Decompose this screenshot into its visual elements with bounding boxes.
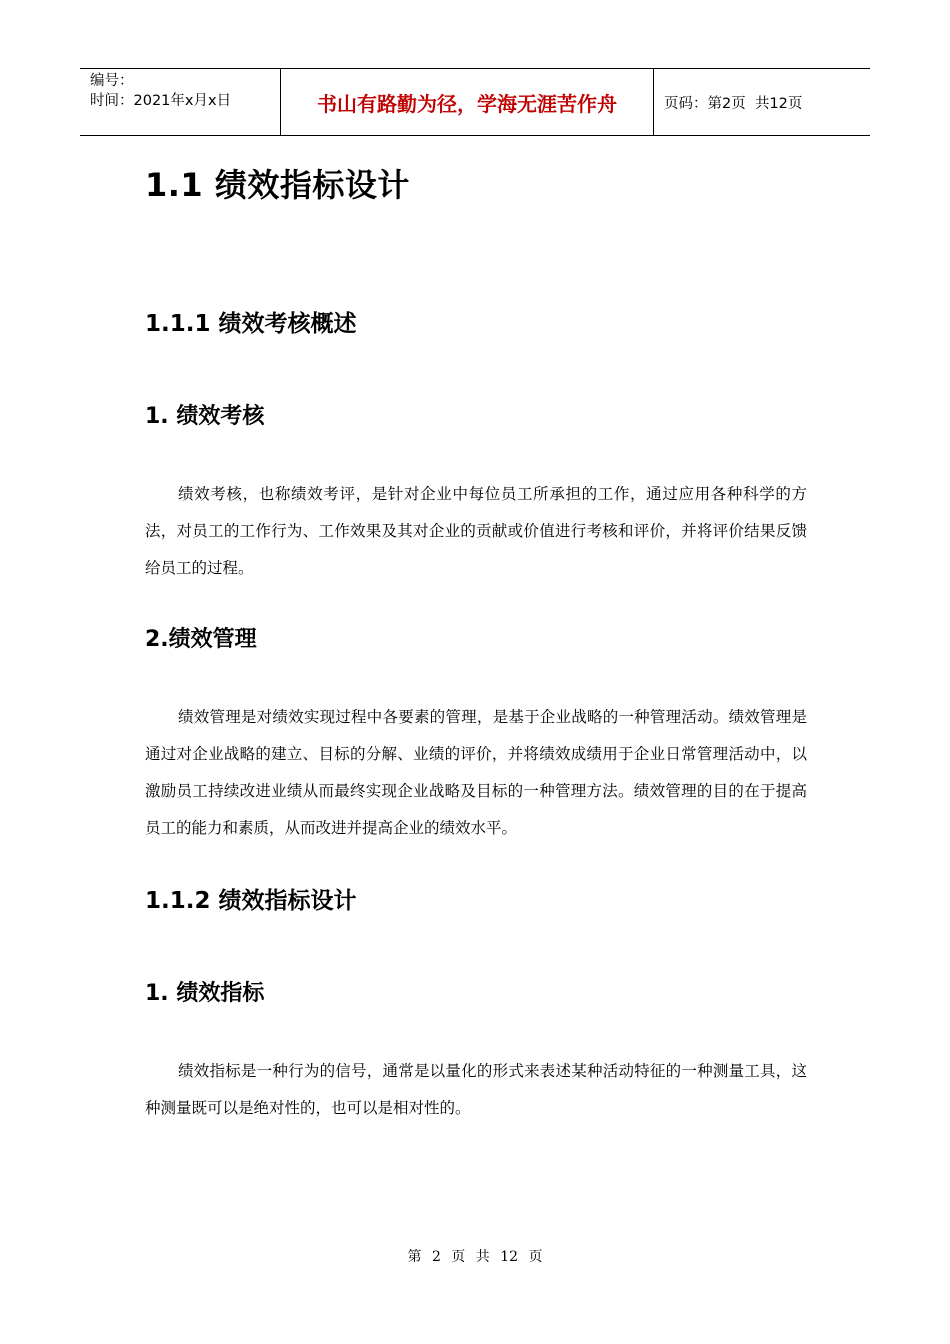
- document-time-label: 时间：2021年x月x日: [90, 93, 232, 109]
- page-footer: 第 2 页 共 12 页: [407, 1249, 543, 1265]
- header-left-cell: [80, 69, 281, 135]
- document-number-label: 编号：: [90, 73, 134, 89]
- header-table: [80, 68, 870, 136]
- subsection-heading-performance-management: 2.绩效管理: [145, 627, 257, 652]
- header-page-info: 页码：第2页 共12页: [664, 95, 803, 112]
- header-page-info-cell: [654, 69, 870, 135]
- header-motto: 书山有路勤为径，学海无涯苦作舟: [281, 69, 654, 135]
- paragraph-performance-management: 绩效管理是对绩效实现过程中各要素的管理，是基于企业战略的一种管理活动。绩效管理是通过对企业战略的建立、目标的分解、业绩的评价，并将绩效成绩用于企业日常管理活动中，以激励员工持续改进业绩从而最终实现企业战略及目标的一种管理方法。绩效管理的目的在于提高员工的能力和素质，从而改进并提高企业的绩效水平。: [145, 708, 807, 837]
- page-title: 1.1 绩效指标设计: [145, 166, 410, 204]
- subsection-heading-performance-appraisal: 1. 绩效考核: [145, 404, 265, 429]
- paragraph-performance-appraisal: 绩效考核，也称绩效考评，是针对企业中每位员工所承担的工作，通过应用各种科学的方法，对员工的工作行为、工作效果及其对企业的贡献或价值进行考核和评价，并将评价结果反馈给员工的过程。: [145, 485, 807, 577]
- paragraph-performance-indicator: 绩效指标是一种行为的信号，通常是以量化的形式来表述某种活动特征的一种测量工具，这种测量既可以是绝对性的，也可以是相对性的。: [145, 1062, 807, 1117]
- section-heading-1-1-1: 1.1.1 绩效考核概述: [145, 311, 357, 337]
- section-heading-1-1-2: 1.1.2 绩效指标设计: [145, 888, 357, 914]
- subsection-heading-performance-indicator: 1. 绩效指标: [145, 981, 265, 1006]
